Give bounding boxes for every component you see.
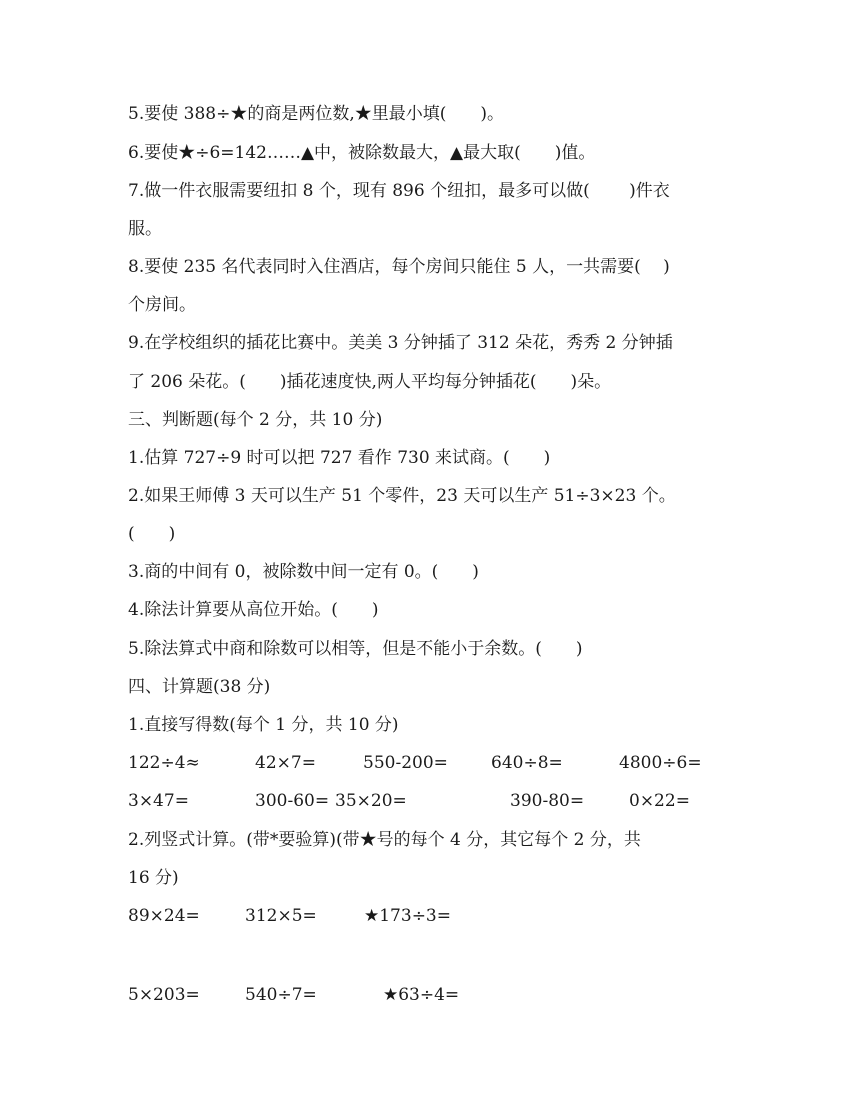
oral-item: 42×7= xyxy=(255,753,316,773)
vertical-item: ★63÷4= xyxy=(383,985,460,1005)
question-judge-3: 3.商的中间有 0，被除数中间一定有 0。( ) xyxy=(128,562,479,582)
vertical-item: ★173÷3= xyxy=(364,906,451,926)
question-fill-8-line1: 8.要使 235 名代表同时入住酒店，每个房间只能住 5 人，一共需要( ) xyxy=(128,257,670,277)
question-fill-6: 6.要使★÷6=142……▲中，被除数最大，▲最大取( )值。 xyxy=(128,143,596,163)
oral-item: 4800÷6= xyxy=(619,753,702,773)
question-judge-2-line1: 2.如果王师傅 3 天可以生产 51 个零件，23 天可以生产 51÷3×23 个。 xyxy=(128,486,676,506)
oral-item: 35×20= xyxy=(335,791,407,811)
question-judge-5: 5.除法算式中商和除数可以相等，但是不能小于余数。( ) xyxy=(128,639,583,659)
oral-item: 390-80= xyxy=(510,791,585,811)
calc-oral-heading: 1.直接写得数(每个 1 分，共 10 分) xyxy=(128,715,399,735)
vertical-item: 312×5= xyxy=(245,906,317,926)
question-fill-9-line1: 9.在学校组织的插花比赛中。美美 3 分钟插了 312 朵花，秀秀 2 分钟插 xyxy=(128,333,673,353)
oral-item: 3×47= xyxy=(128,791,189,811)
oral-item: 640÷8= xyxy=(491,753,563,773)
calc-vertical-heading-line2: 16 分) xyxy=(128,868,179,888)
vertical-item: 540÷7= xyxy=(245,985,317,1005)
oral-item: 122÷4≈ xyxy=(128,753,200,773)
question-judge-4: 4.除法计算要从高位开始。( ) xyxy=(128,600,379,620)
question-judge-1: 1.估算 727÷9 时可以把 727 看作 730 来试商。( ) xyxy=(128,448,551,468)
question-fill-7-line2: 服。 xyxy=(128,219,162,239)
calc-vertical-heading-line1: 2.列竖式计算。(带*要验算)(带★号的每个 4 分，其它每个 2 分，共 xyxy=(128,830,641,850)
section-heading-calculation: 四、计算题(38 分) xyxy=(128,677,271,697)
question-fill-8-line2: 个房间。 xyxy=(128,295,196,315)
oral-item: 0×22= xyxy=(629,791,690,811)
question-fill-9-line2: 了 206 朵花。( )插花速度快,两人平均每分钟插花( )朵。 xyxy=(128,372,612,392)
question-judge-2-line2: ( ) xyxy=(128,524,176,544)
oral-item: 300-60= xyxy=(255,791,330,811)
oral-item: 550-200= xyxy=(363,753,448,773)
question-fill-5: 5.要使 388÷★的商是两位数,★里最小填( )。 xyxy=(128,104,504,124)
question-fill-7-line1: 7.做一件衣服需要纽扣 8 个，现有 896 个纽扣，最多可以做( )件衣 xyxy=(128,181,670,201)
section-heading-judgement: 三、判断题(每个 2 分，共 10 分) xyxy=(128,410,383,430)
vertical-item: 89×24= xyxy=(128,906,200,926)
vertical-item: 5×203= xyxy=(128,985,200,1005)
